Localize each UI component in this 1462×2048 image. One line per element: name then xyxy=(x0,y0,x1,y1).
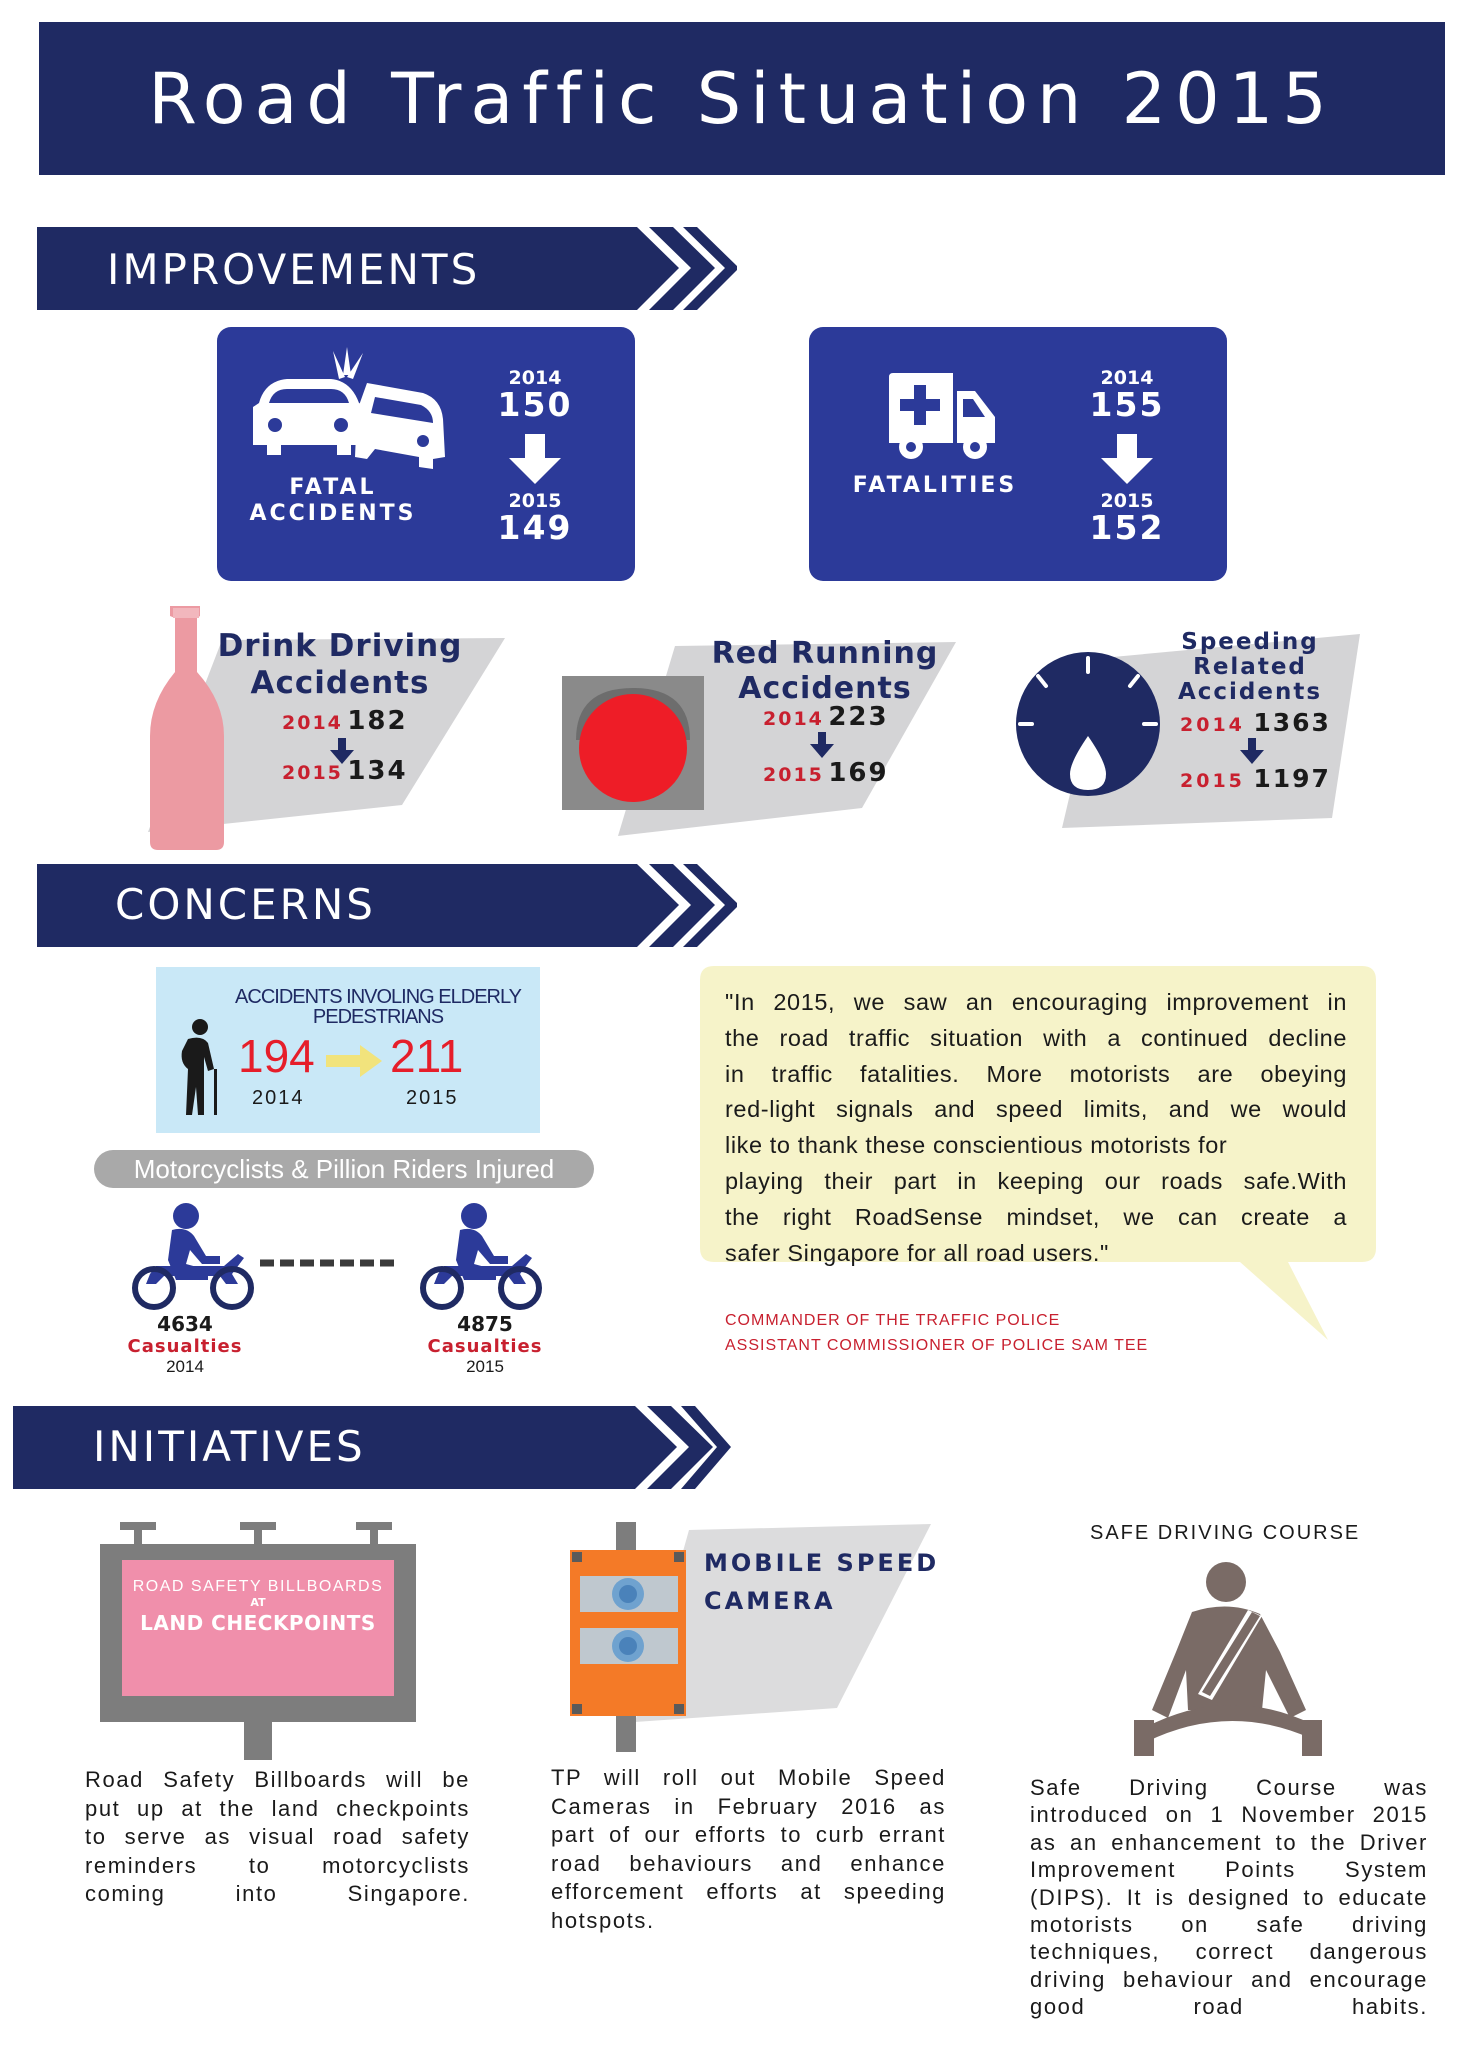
safe-driving-desc-line: driving behaviour and encourage xyxy=(1030,1966,1428,1992)
red-running-2015-value: 169 xyxy=(828,758,889,788)
speed-camera-icon xyxy=(566,1522,690,1752)
elderly-2014-value: 194 xyxy=(238,1030,315,1082)
motorcyclists-year-2015: 2015 xyxy=(466,1357,504,1376)
year-2015: 2015 xyxy=(763,764,824,786)
elderly-title-line1: ACCIDENTS INVOLING ELDERLY xyxy=(235,986,521,1008)
motorcyclists-2015-stats xyxy=(410,1312,560,1377)
speed-camera-desc-line: Cameras in February 2016 as xyxy=(551,1793,946,1819)
traffic-light-icon xyxy=(562,676,704,810)
red-running-stats-2015 xyxy=(763,758,963,788)
attribution-line1: COMMANDER OF THE TRAFFIC POLICE xyxy=(725,1312,1061,1329)
safe-driving-desc-line: introduced on 1 November 2015 xyxy=(1030,1802,1428,1828)
drink-driving-stats-2015 xyxy=(282,756,482,786)
billboard-sign-line1: ROAD SAFETY BILLBOARDS xyxy=(132,1578,384,1595)
speeding-2014-value: 1363 xyxy=(1253,708,1331,737)
year-2014: 2014 xyxy=(508,367,562,389)
speeding-title xyxy=(1150,630,1350,705)
down-arrow-icon xyxy=(1240,738,1264,764)
speed-camera-desc-line: efforcement efforts at speeding xyxy=(551,1879,946,1904)
fatal-accidents-2014-value: 150 xyxy=(497,385,573,424)
elderly-pedestrian-icon xyxy=(174,1017,226,1117)
casualties-label: Casualties xyxy=(427,1336,543,1357)
fatal-accidents-label-line2: ACCIDENTS xyxy=(249,501,417,526)
quote-line: red-light signals and speed limits, and we would xyxy=(725,1096,1347,1123)
page-title: Road Traffic Situation 2015 xyxy=(148,57,1336,140)
billboard-desc-line: coming into Singapore. xyxy=(85,1881,470,1906)
drink-driving-2015-value: 134 xyxy=(347,756,408,786)
fatal-accidents-card xyxy=(217,327,635,581)
red-running-title-line1: Red Running xyxy=(711,636,939,671)
quote-line: safer Singapore for all road users." xyxy=(725,1239,1109,1266)
concerns-header xyxy=(37,864,737,947)
billboard-desc-line: to serve as visual road safety xyxy=(85,1824,470,1849)
speed-camera-title-line1: MOBILE SPEED xyxy=(704,1549,940,1577)
drink-driving-title xyxy=(215,628,465,702)
fatalities-label: FATALITIES xyxy=(852,473,1018,498)
drink-driving-title-line1: Drink Driving xyxy=(217,628,463,664)
billboard-sign-line3: LAND CHECKPOINTS xyxy=(140,1611,376,1635)
down-arrow-icon xyxy=(810,732,834,758)
dashed-connector xyxy=(260,1258,400,1268)
year-2015: 2015 xyxy=(508,490,562,512)
speeding-title-line2: Related xyxy=(1193,654,1307,680)
safe-driving-desc-line: techniques, correct dangerous xyxy=(1030,1939,1428,1965)
attribution-line2: ASSISTANT COMMISSIONER OF POLICE SAM TEE xyxy=(725,1337,1149,1354)
elderly-title xyxy=(218,987,538,1027)
casualties-label: Casualties xyxy=(127,1336,243,1357)
safe-driving-desc-line: good road habits. xyxy=(1030,1994,1428,2020)
billboard-sign-text xyxy=(122,1578,394,1635)
speeding-stats xyxy=(1180,708,1380,737)
down-arrow-icon xyxy=(1101,434,1153,484)
billboard-sign-line2: AT xyxy=(250,1596,266,1609)
motorcyclists-title-pill xyxy=(94,1150,594,1188)
speed-camera-description xyxy=(551,1764,946,1935)
quote-attribution xyxy=(725,1308,1148,1358)
safe-driving-desc-line: motorists on safe driving xyxy=(1030,1912,1428,1938)
fatalities-card xyxy=(809,327,1227,581)
safe-driving-description xyxy=(1030,1774,1428,2021)
year-2015: 2015 xyxy=(1180,770,1245,792)
year-2015: 2015 xyxy=(1100,490,1154,512)
motorcyclists-2014-stats xyxy=(110,1312,260,1377)
right-arrow-icon xyxy=(326,1045,382,1077)
section-title-initiatives: INITIATIVES xyxy=(93,1422,366,1471)
billboard-desc-line: put up at the land checkpoints xyxy=(85,1795,470,1821)
billboard-desc-line: Road Safety Billboards will be xyxy=(85,1767,470,1792)
elderly-2015-value: 211 xyxy=(390,1030,464,1082)
motorcyclists-title: Motorcyclists & Pillion Riders Injured xyxy=(133,1153,555,1184)
drink-driving-title-line2: Accidents xyxy=(250,665,430,701)
red-running-2014-value: 223 xyxy=(828,702,889,732)
quote-text xyxy=(725,985,1347,1271)
title-banner xyxy=(39,22,1445,175)
fatalities-2015-value: 152 xyxy=(1089,508,1165,547)
elderly-year-2014: 2014 xyxy=(252,1087,305,1109)
speeding-2015-value: 1197 xyxy=(1253,764,1331,793)
speedometer-icon xyxy=(1014,650,1162,798)
initiatives-header xyxy=(13,1406,733,1489)
speed-camera-desc-line: road behaviours and enhance xyxy=(551,1850,946,1876)
drink-driving-2014-value: 182 xyxy=(347,706,408,736)
safe-driving-desc-line: (DIPS). It is designed to educate xyxy=(1030,1884,1428,1910)
speeding-stats-2015 xyxy=(1180,764,1380,793)
red-running-stats xyxy=(763,702,963,732)
ambulance-icon xyxy=(887,371,997,461)
improvements-header xyxy=(37,227,737,310)
quote-line: like to thank these conscientious motorists for xyxy=(725,1132,1228,1159)
elderly-pedestrians-box xyxy=(156,967,540,1133)
car-crash-icon xyxy=(247,341,447,471)
quote-line: the right RoadSense mindset, we can create a xyxy=(725,1203,1347,1230)
year-2014: 2014 xyxy=(763,708,824,730)
quote-line: playing their part in keeping our roads safe.With xyxy=(725,1167,1347,1194)
fatal-accidents-label-line1: FATAL xyxy=(289,475,377,500)
motorcyclists-2015-value: 4875 xyxy=(457,1312,513,1336)
year-2014: 2014 xyxy=(282,712,343,734)
speeding-title-line1: Speeding xyxy=(1181,629,1319,655)
speed-camera-title xyxy=(704,1544,939,1620)
fatal-accidents-stats xyxy=(485,367,585,547)
quote-line: "In 2015, we saw an encouraging improvement in xyxy=(725,989,1347,1015)
billboard-icon xyxy=(100,1522,416,1760)
seatbelt-icon xyxy=(1130,1560,1326,1756)
motorcyclist-icon xyxy=(128,1200,258,1312)
elderly-year-2015: 2015 xyxy=(406,1087,459,1109)
billboard-description xyxy=(85,1766,470,1909)
fatalities-2014-value: 155 xyxy=(1089,385,1165,424)
quote-line: in traffic fatalities. More motorists are obeying xyxy=(725,1060,1347,1087)
section-title-improvements: IMPROVEMENTS xyxy=(107,245,481,294)
safe-driving-desc-line: as an enhancement to the Driver xyxy=(1030,1829,1428,1855)
quote-line: the road traffic situation with a continued decline xyxy=(725,1024,1347,1051)
speed-camera-desc-line: TP will roll out Mobile Speed xyxy=(551,1765,946,1790)
section-title-concerns: CONCERNS xyxy=(115,880,376,929)
safe-driving-desc-line: Safe Driving Course was xyxy=(1030,1775,1428,1800)
speed-camera-title-line2: CAMERA xyxy=(704,1587,836,1615)
red-running-title xyxy=(700,636,950,706)
drink-driving-stats xyxy=(282,706,482,736)
year-2014: 2014 xyxy=(1100,367,1154,389)
red-running-title-line2: Accidents xyxy=(738,671,912,706)
year-2014: 2014 xyxy=(1180,714,1245,736)
motorcyclist-icon xyxy=(416,1200,546,1312)
fatal-accidents-label xyxy=(243,475,423,527)
motorcyclists-2014-value: 4634 xyxy=(157,1312,213,1336)
safe-driving-title: SAFE DRIVING COURSE xyxy=(1090,1522,1361,1544)
billboard-desc-line: reminders to motorcyclists xyxy=(85,1852,470,1878)
speeding-title-line3: Accidents xyxy=(1177,679,1323,705)
speed-camera-desc-line: hotspots. xyxy=(551,1907,655,1933)
elderly-title-line2: PEDESTRIANS xyxy=(312,1006,444,1028)
fatal-accidents-2015-value: 149 xyxy=(497,508,573,547)
down-arrow-icon xyxy=(509,434,561,484)
motorcyclists-year-2014: 2014 xyxy=(166,1357,204,1376)
speed-camera-desc-line: part of our efforts to curb errant xyxy=(551,1822,946,1847)
safe-driving-desc-line: Improvement Points System xyxy=(1030,1857,1428,1883)
fatalities-stats xyxy=(1077,367,1177,547)
year-2015: 2015 xyxy=(282,762,343,784)
